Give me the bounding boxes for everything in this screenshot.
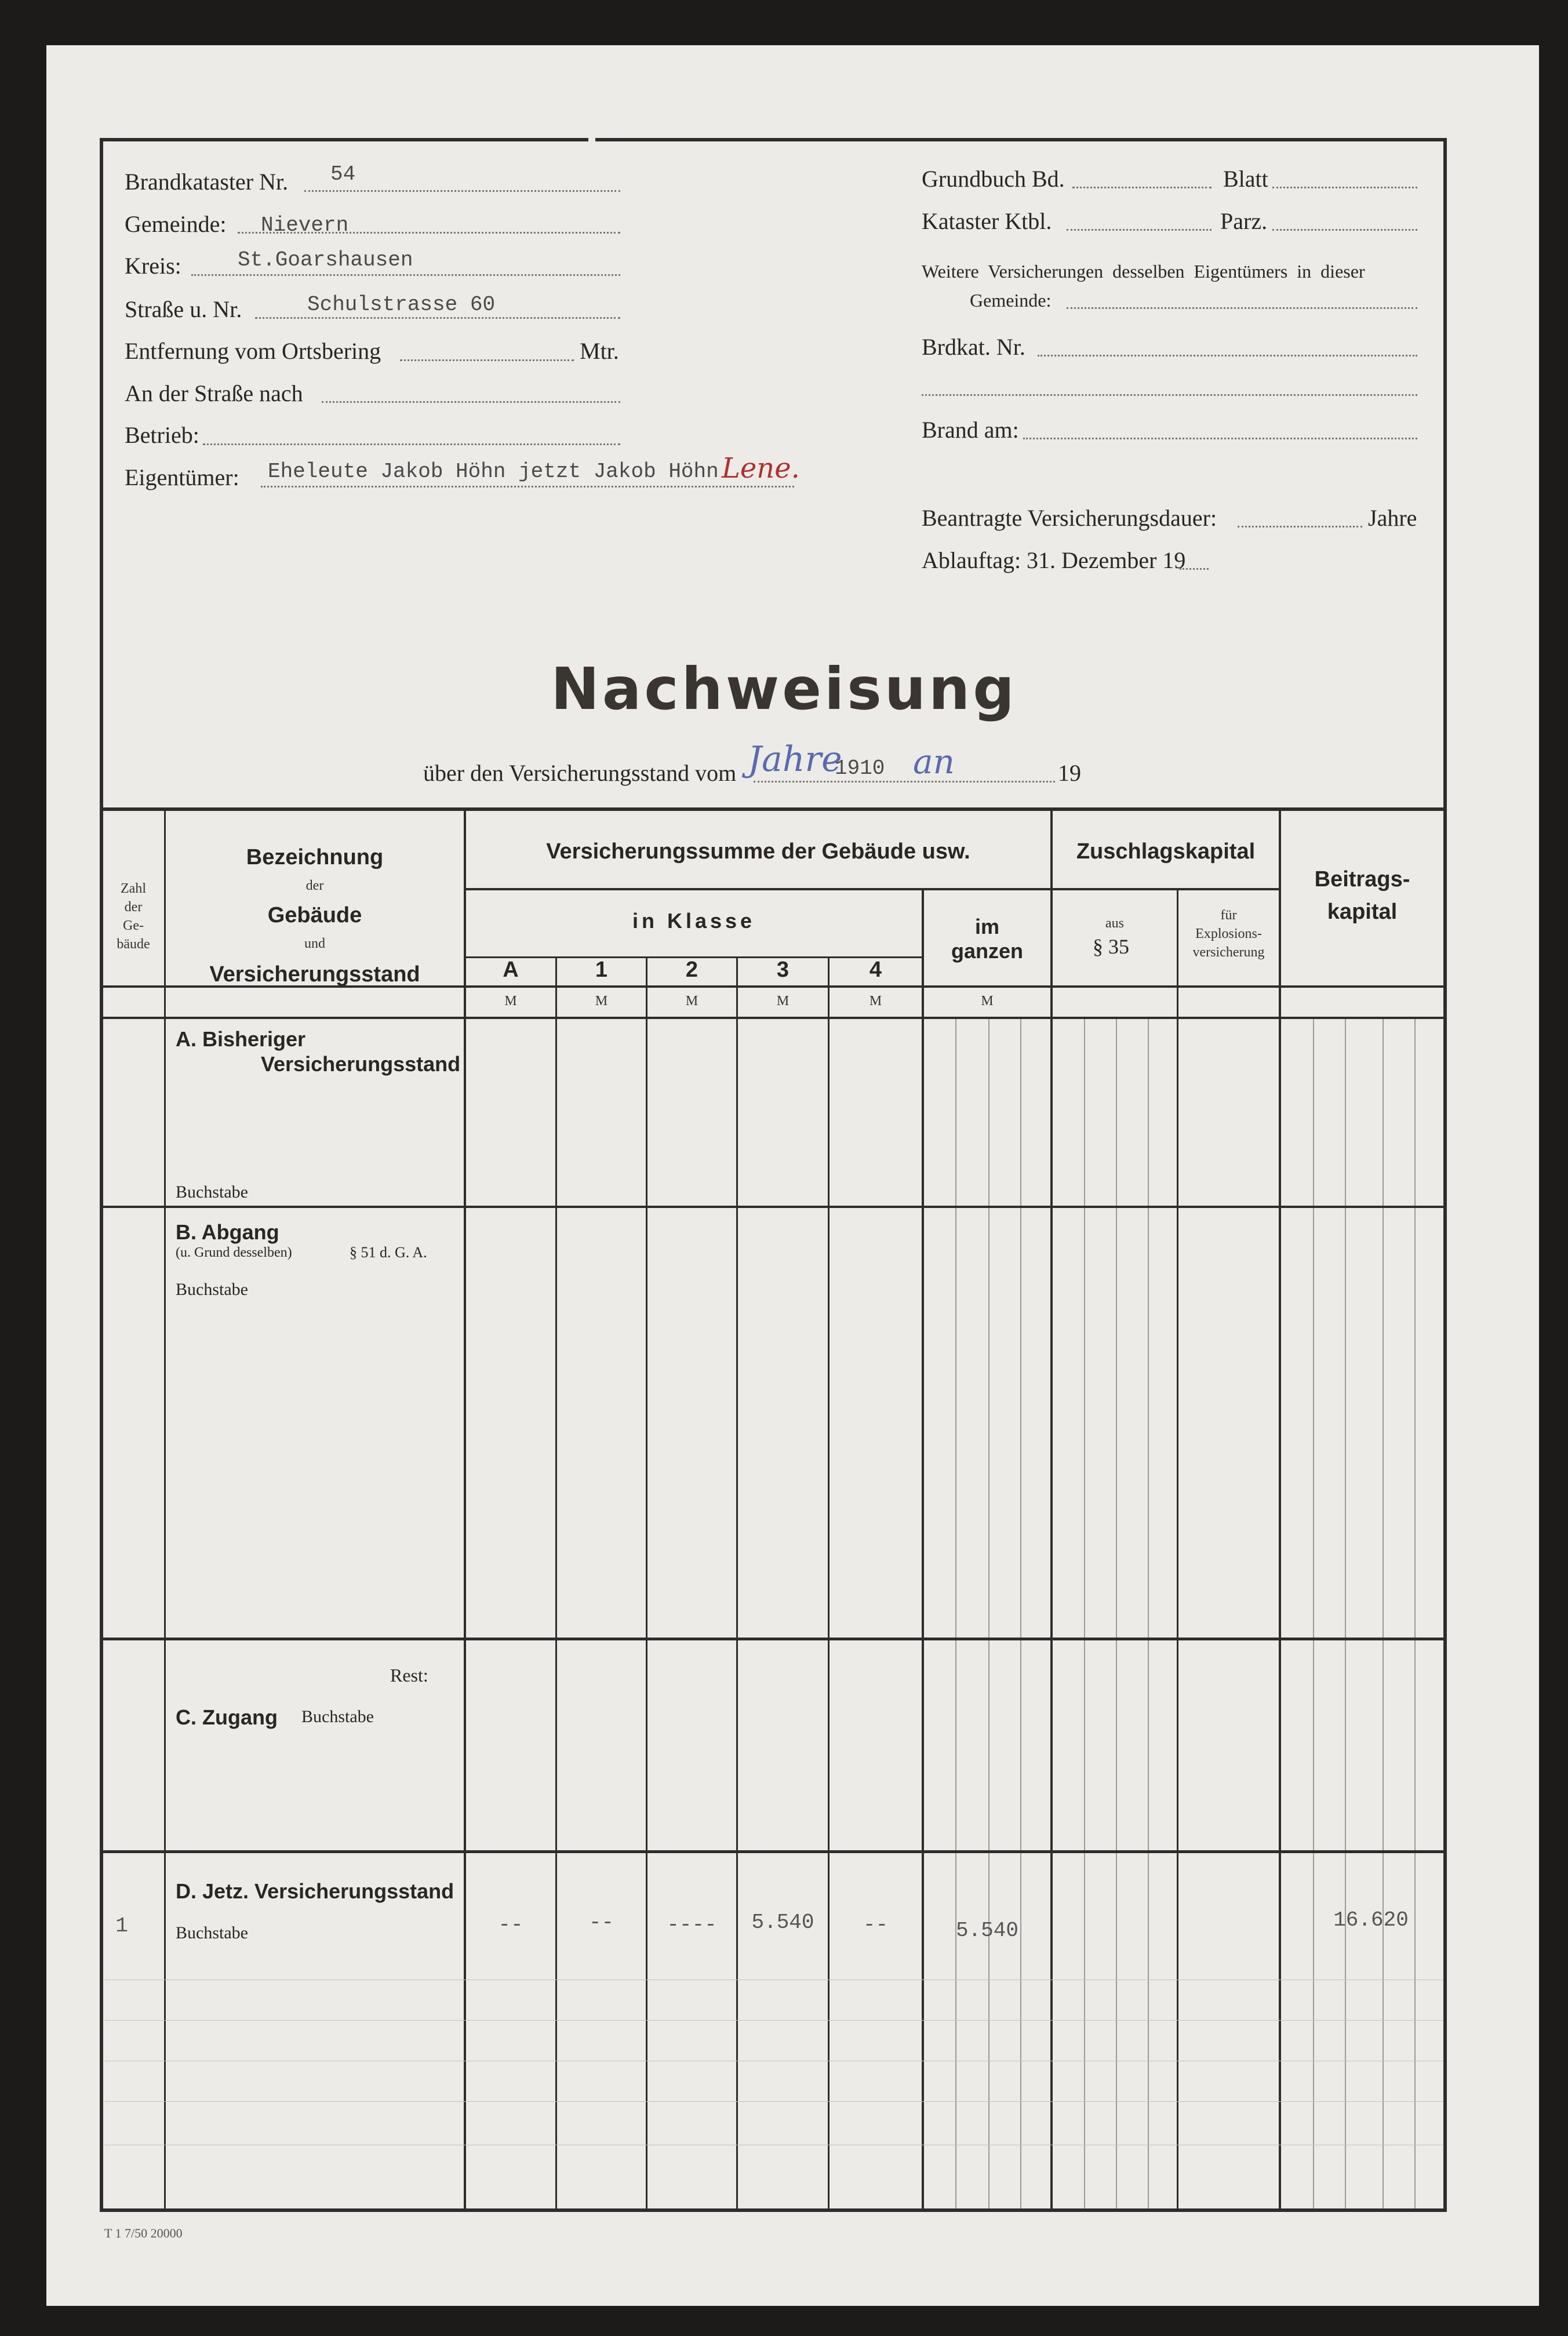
row-d-klasse-a: --: [498, 1913, 523, 1937]
col-1-right: [646, 956, 647, 2208]
page-title: Nachweisung: [551, 655, 1017, 723]
brandkataster-label: Brandkataster Nr.: [125, 169, 289, 195]
kreis-label: Kreis:: [125, 253, 181, 279]
hdr-par35: § 35: [1093, 935, 1129, 958]
section-c-rest: Rest:: [390, 1665, 428, 1686]
row-d-im-ganzen: 5.540: [955, 1919, 1019, 1942]
unit-1: M: [595, 994, 608, 1009]
hdr-klasse-a: A: [503, 958, 519, 982]
an-der-strasse-line: [322, 401, 620, 403]
kataster-line: [1067, 229, 1212, 231]
hdr-zahl-4: bäude: [117, 937, 150, 952]
col-aus-right: [1177, 888, 1178, 2208]
section-c-title: C. Zugang: [176, 1705, 278, 1729]
hdr-fuer-3: versicherung: [1192, 945, 1265, 960]
row-d-klasse-3: 5.540: [751, 1911, 814, 1934]
footer-code: T 1 7/50 20000: [104, 2226, 183, 2240]
section-a-buchstabe: Buchstabe: [176, 1182, 248, 1202]
hdr-versicherungsstand: Versicherungsstand: [209, 962, 420, 987]
brand-line: [1023, 438, 1417, 439]
sub-beitrag-1: [1313, 1019, 1314, 2208]
eigentuemer-line: [261, 486, 794, 487]
col-fuer-right: [1279, 810, 1281, 2208]
hdr-versicherungssumme: Versicherungssumme der Gebäude usw.: [546, 839, 970, 864]
ruling-2: [104, 2020, 1443, 2021]
brdkat-line2: [922, 394, 1417, 396]
blatt-label: Blatt: [1223, 166, 1268, 192]
kreis-line: [191, 274, 620, 276]
ablauftag-line: [1180, 568, 1209, 570]
grundbuch-line: [1072, 187, 1212, 188]
section-b-sub: (u. Grund desselben): [176, 1245, 292, 1260]
sub-ganzen-1: [955, 1019, 956, 2208]
kreis-value: St.Goarshausen: [238, 248, 413, 272]
row-d-klasse-1: --: [588, 1911, 614, 1934]
brandkataster-value: 54: [330, 162, 356, 186]
dauer-line: [1238, 526, 1362, 527]
unit-4: M: [869, 994, 882, 1009]
unit-rule: [465, 985, 1052, 987]
hdr-fuer-1: für: [1220, 908, 1237, 923]
hdr-bezeichnung: Bezeichnung: [246, 845, 384, 869]
section-b-buchstabe: Buchstabe: [176, 1280, 248, 1299]
unit-a: M: [504, 994, 517, 1009]
sub-beitrag-4: [1414, 1019, 1416, 2208]
hdr-kapital: kapital: [1327, 900, 1398, 924]
subtitle-line: [754, 781, 1055, 783]
hdr-klasse-2: 2: [685, 958, 698, 982]
unit-ganzen: M: [981, 994, 994, 1009]
ruling-4: [104, 2101, 1443, 2102]
hdr-klasse-1: 1: [595, 958, 608, 982]
parz-line: [1272, 229, 1417, 231]
parz-label: Parz.: [1220, 208, 1268, 234]
subtitle-typed-year: 1910: [835, 756, 885, 780]
hdr-in-klasse: in Klasse: [632, 909, 756, 933]
col-4-right: [922, 888, 924, 2208]
unit-3: M: [776, 994, 790, 1009]
col-bez-right: [464, 810, 466, 2208]
header-bottom-rule2: [100, 1017, 1447, 1019]
grundbuch-label: Grundbuch Bd.: [922, 166, 1065, 192]
subtitle-suffix: 19: [1058, 760, 1081, 786]
hdr-ganzen: ganzen: [951, 939, 1023, 963]
brdkat-line: [1038, 355, 1417, 356]
sub-ganzen-2: [988, 1019, 989, 2208]
betrieb-label: Betrieb:: [125, 422, 199, 448]
hdr-gebaeude: Gebäude: [267, 903, 362, 927]
subtitle-prefix: über den Versicherungsstand vom: [423, 760, 737, 786]
hdr-bez-und: und: [304, 936, 325, 951]
col-a-right: [555, 956, 557, 2208]
subtitle-handwritten-jahr: Jahre: [748, 739, 842, 780]
eigentuemer-value: Eheleute Jakob Höhn jetzt Jakob Höhn: [268, 460, 719, 483]
section-b-title: B. Abgang: [176, 1220, 279, 1244]
hdr-fuer-2: Explosions-: [1195, 926, 1262, 941]
section-a-title2: Versicherungsstand: [261, 1052, 461, 1076]
section-b-bottom: [100, 1638, 1447, 1640]
section-a-bottom: [100, 1206, 1447, 1208]
subtitle-handwritten-an: an: [913, 742, 955, 781]
gemeinde-value: Nievern: [261, 213, 349, 237]
brandkataster-line: [304, 190, 620, 192]
zuschlag-rule: [1052, 888, 1280, 890]
section-a-title: A. Bisheriger: [176, 1027, 306, 1051]
entfernung-label: Entfernung vom Ortsbering: [125, 338, 381, 364]
eigentuemer-label: Eigentümer:: [125, 464, 239, 490]
dauer-unit: Jahre: [1368, 505, 1417, 531]
strasse-line: [255, 317, 620, 319]
hdr-klasse-3: 3: [776, 958, 790, 982]
section-b-par: § 51 d. G. A.: [350, 1244, 427, 1261]
row-d-zahl: 1: [115, 1914, 128, 1938]
weitere-line: [1067, 307, 1417, 309]
table-top-rule: [100, 807, 1447, 811]
hdr-zahl-2: der: [124, 900, 143, 915]
top-border-gap: [588, 134, 595, 143]
brand-label: Brand am:: [922, 417, 1019, 443]
klasse-rule: [465, 888, 1052, 890]
entfernung-line: [400, 359, 574, 361]
unit-2: M: [685, 994, 698, 1009]
sub-beitrag-3: [1383, 1019, 1384, 2208]
sub-ganzen-3: [1020, 1019, 1021, 2208]
col-ganzen-right: [1050, 810, 1053, 2208]
sub-beitrag-2: [1345, 1019, 1346, 2208]
hdr-zuschlagskapital: Zuschlagskapital: [1076, 839, 1256, 864]
hdr-aus: aus: [1105, 916, 1124, 931]
sub-aus-1: [1084, 1019, 1085, 2208]
hdr-bez-der: der: [305, 878, 324, 893]
entfernung-unit: Mtr.: [580, 338, 619, 364]
hdr-im: im: [974, 915, 999, 938]
eigentuemer-handwritten: Lene.: [722, 452, 800, 485]
strasse-value: Schulstrasse 60: [307, 293, 496, 316]
blatt-line: [1272, 187, 1417, 188]
an-der-strasse-label: An der Straße nach: [125, 380, 303, 406]
gemeinde-label: Gemeinde:: [125, 211, 227, 237]
sub-aus-3: [1148, 1019, 1149, 2208]
col-2-right: [736, 956, 738, 2208]
kataster-label: Kataster Ktbl.: [922, 208, 1052, 234]
row-d-klasse-4: --: [863, 1913, 889, 1937]
section-c-bottom: [100, 1850, 1447, 1853]
ablauftag-label: Ablauftag: 31. Dezember 19: [922, 547, 1186, 573]
brdkat-label: Brdkat. Nr.: [922, 334, 1025, 360]
row-d-beitragskapital: 16.620: [1333, 1908, 1409, 1932]
hdr-zahl-3: Ge-: [123, 918, 144, 933]
hdr-zahl-1: Zahl: [121, 881, 146, 896]
col-zahl-right: [164, 810, 166, 2208]
col-3-right: [828, 956, 830, 2208]
hdr-beitrags: Beitrags-: [1314, 867, 1410, 892]
row-d-klasse-2: ----: [667, 1913, 717, 1937]
dauer-label: Beantragte Versicherungsdauer:: [922, 505, 1217, 531]
betrieb-line: [203, 443, 620, 445]
strasse-label: Straße u. Nr.: [125, 296, 242, 322]
weitere-line2: Gemeinde:: [970, 290, 1052, 311]
section-d-buchstabe: Buchstabe: [176, 1923, 248, 1942]
hdr-klasse-4: 4: [869, 958, 882, 982]
weitere-line1: Weitere Versicherungen desselben Eigentümers in dieser: [922, 261, 1365, 282]
section-d-title: D. Jetz. Versicherungsstand: [176, 1879, 454, 1903]
sub-aus-2: [1116, 1019, 1117, 2208]
section-c-buchstabe: Buchstabe: [301, 1707, 374, 1726]
